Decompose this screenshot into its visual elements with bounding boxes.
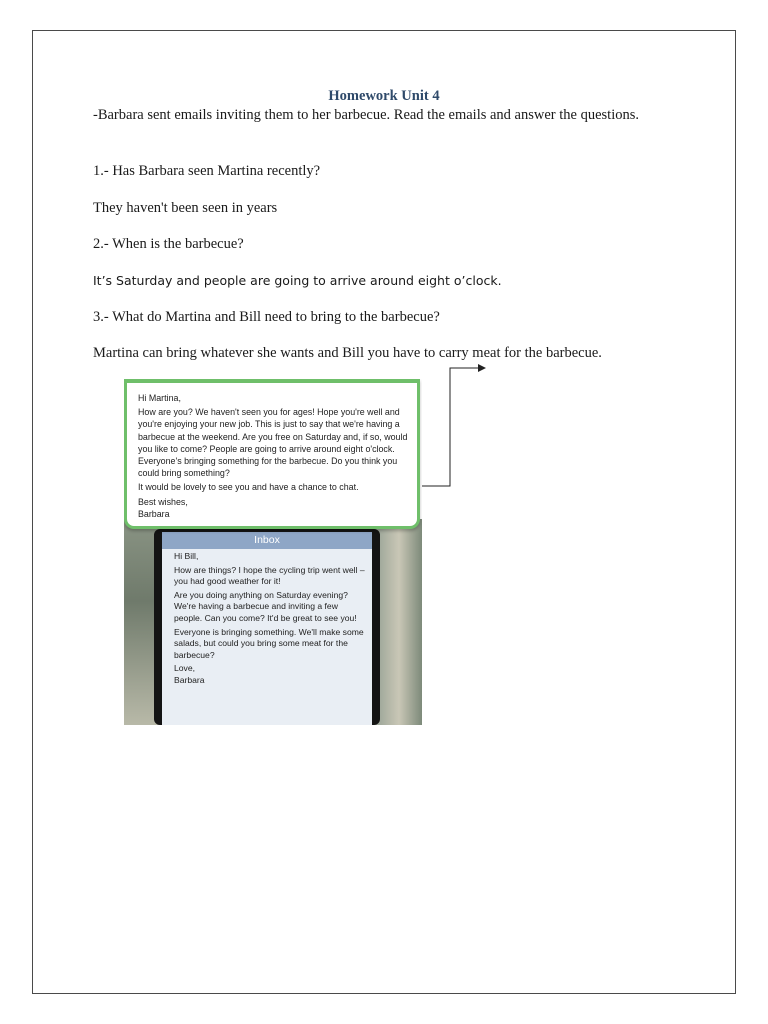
email-signature: Barbara: [174, 674, 205, 685]
email-sign-off: Love,: [174, 663, 196, 674]
email-paragraph: Everyone is bringing something. We'll make some salads, but could you bring some meat for the barbecue?: [174, 626, 364, 660]
email-signature: Barbara: [138, 508, 170, 519]
question-3: 3.- What do Martina and Bill need to bring to the barbecue?: [93, 309, 440, 325]
email-to-martina: [138, 392, 413, 522]
pointer-arrow-icon: [420, 360, 490, 490]
question-1: 1.- Has Barbara seen Martina recently?: [93, 163, 321, 179]
inbox-header: Inbox: [162, 532, 372, 549]
email-body: How are you? We haven't seen you for ages! Hope you're well and you're enjoying your new job. This is just to say that we're having a barbecue at the weekend. Are you free on Saturday and, if so, would you like to come? People are going to arrive around eight o'clock. Everyone's bringing something for the barbecue. Do you think you could bring something?: [138, 407, 408, 479]
background-photo-edge: [376, 519, 422, 725]
answer-1: They haven't been seen in years: [93, 200, 278, 216]
page-title: Homework Unit 4: [328, 88, 440, 104]
question-2: 2.- When is the barbecue?: [93, 236, 244, 252]
email-closing-line: It would be lovely to see you and have a chance to chat.: [138, 482, 359, 493]
email-collage-image: [124, 379, 422, 725]
email-paragraph: Are you doing anything on Saturday evening? We're having a barbecue and inviting a few people. Can you come? It'd be great to see you!: [174, 589, 357, 623]
email-sign-off: Best wishes,: [138, 496, 188, 507]
email-paragraph: How are things? I hope the cycling trip went well – you had good weather for it!: [174, 564, 365, 587]
email-card-martina: [124, 379, 420, 529]
answer-3: Martina can bring whatever she wants and Bill you have to carry meat for the barbecue.: [93, 345, 602, 361]
intro-text: -Barbara sent emails inviting them to her barbecue. Read the emails and answer the questions.: [93, 107, 639, 123]
email-greeting: Hi Martina,: [138, 393, 181, 403]
email-to-bill: [174, 551, 368, 689]
answer-2: It’s Saturday and people are going to arrive around eight o’clock.: [93, 273, 502, 288]
email-greeting: Hi Bill,: [174, 551, 199, 561]
